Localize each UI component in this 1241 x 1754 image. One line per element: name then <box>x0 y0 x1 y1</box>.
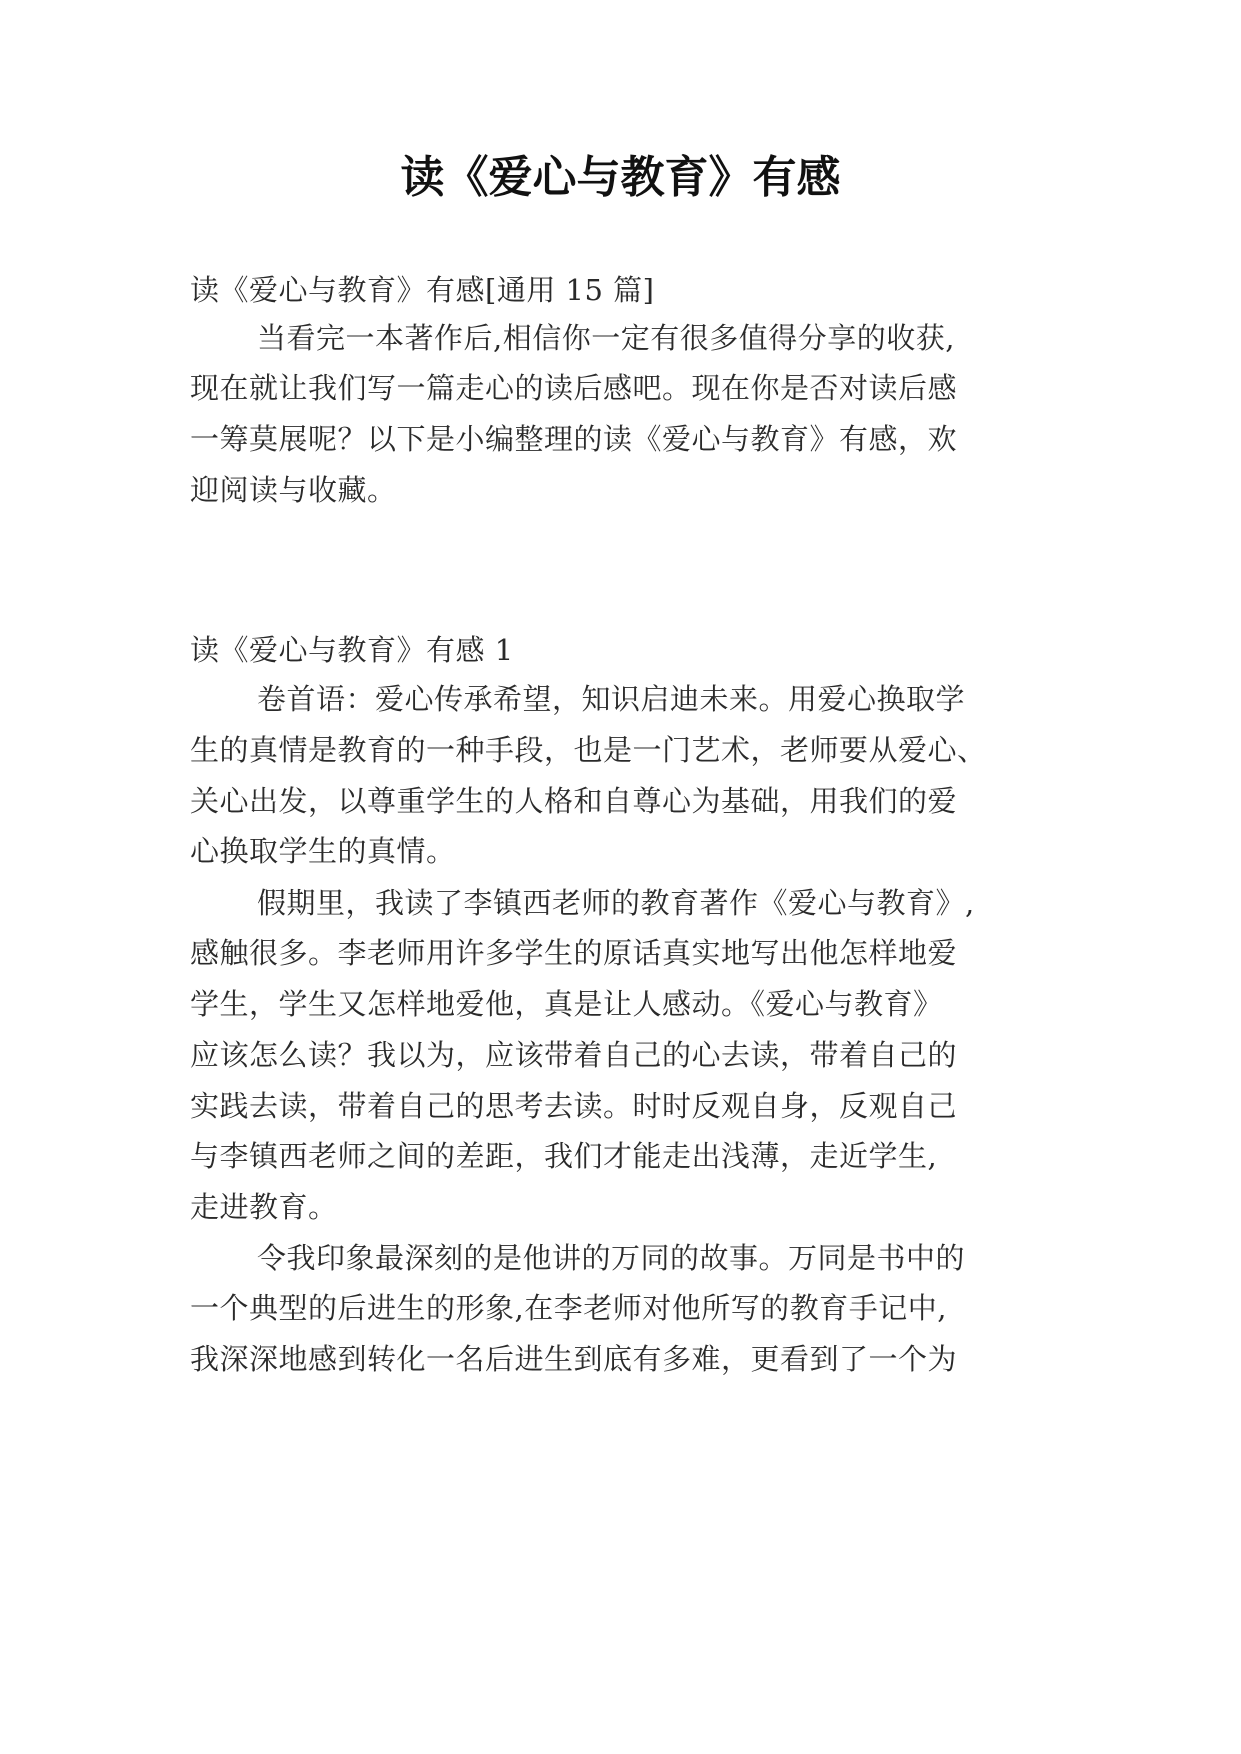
document-title: 读《爱心与教育》有感 <box>400 152 841 203</box>
paragraph-line: 应该怎么读？我以为，应该带着自己的心去读，带着自己的 <box>190 1038 958 1072</box>
paragraph-line: 生的真情是教育的一种手段，也是一门艺术，老师要从爱心、 <box>190 733 987 767</box>
document-subtitle: 读《爱心与教育》有感[通用 15 篇] <box>190 273 655 307</box>
intro-line: 一筹莫展呢？以下是小编整理的读《爱心与教育》有感，欢 <box>190 422 958 456</box>
paragraph-line: 走进教育。 <box>190 1190 338 1224</box>
paragraph-line: 关心出发，以尊重学生的人格和自尊心为基础，用我们的爱 <box>190 784 958 818</box>
intro-line: 当看完一本著作后,相信你一定有很多值得分享的收获, <box>257 321 955 355</box>
paragraph-line: 令我印象最深刻的是他讲的万同的故事。万同是书中的 <box>257 1241 966 1275</box>
paragraph-line: 感触很多。李老师用许多学生的原话真实地写出他怎样地爱 <box>190 936 958 970</box>
paragraph-line: 我深深地感到转化一名后进生到底有多难，更看到了一个为 <box>190 1342 958 1376</box>
paragraph-line: 卷首语：爱心传承希望，知识启迪未来。用爱心换取学 <box>257 682 966 716</box>
paragraph-line: 学生，学生又怎样地爱他，真是让人感动。《爱心与教育》 <box>190 987 943 1021</box>
intro-line: 迎阅读与收藏。 <box>190 473 397 507</box>
paragraph-line: 假期里，我读了李镇西老师的教育著作《爱心与教育》, <box>257 886 975 920</box>
paragraph-line: 实践去读，带着自己的思考去读。时时反观自身，反观自己 <box>190 1089 958 1123</box>
paragraph-line: 一个典型的后进生的形象,在李老师对他所写的教育手记中, <box>190 1291 947 1325</box>
intro-line: 现在就让我们写一篇走心的读后感吧。现在你是否对读后感 <box>190 371 958 405</box>
paragraph-line: 心换取学生的真情。 <box>190 834 456 868</box>
section-heading: 读《爱心与教育》有感 1 <box>190 633 514 667</box>
paragraph-line: 与李镇西老师之间的差距，我们才能走出浅薄，走近学生, <box>190 1139 938 1173</box>
